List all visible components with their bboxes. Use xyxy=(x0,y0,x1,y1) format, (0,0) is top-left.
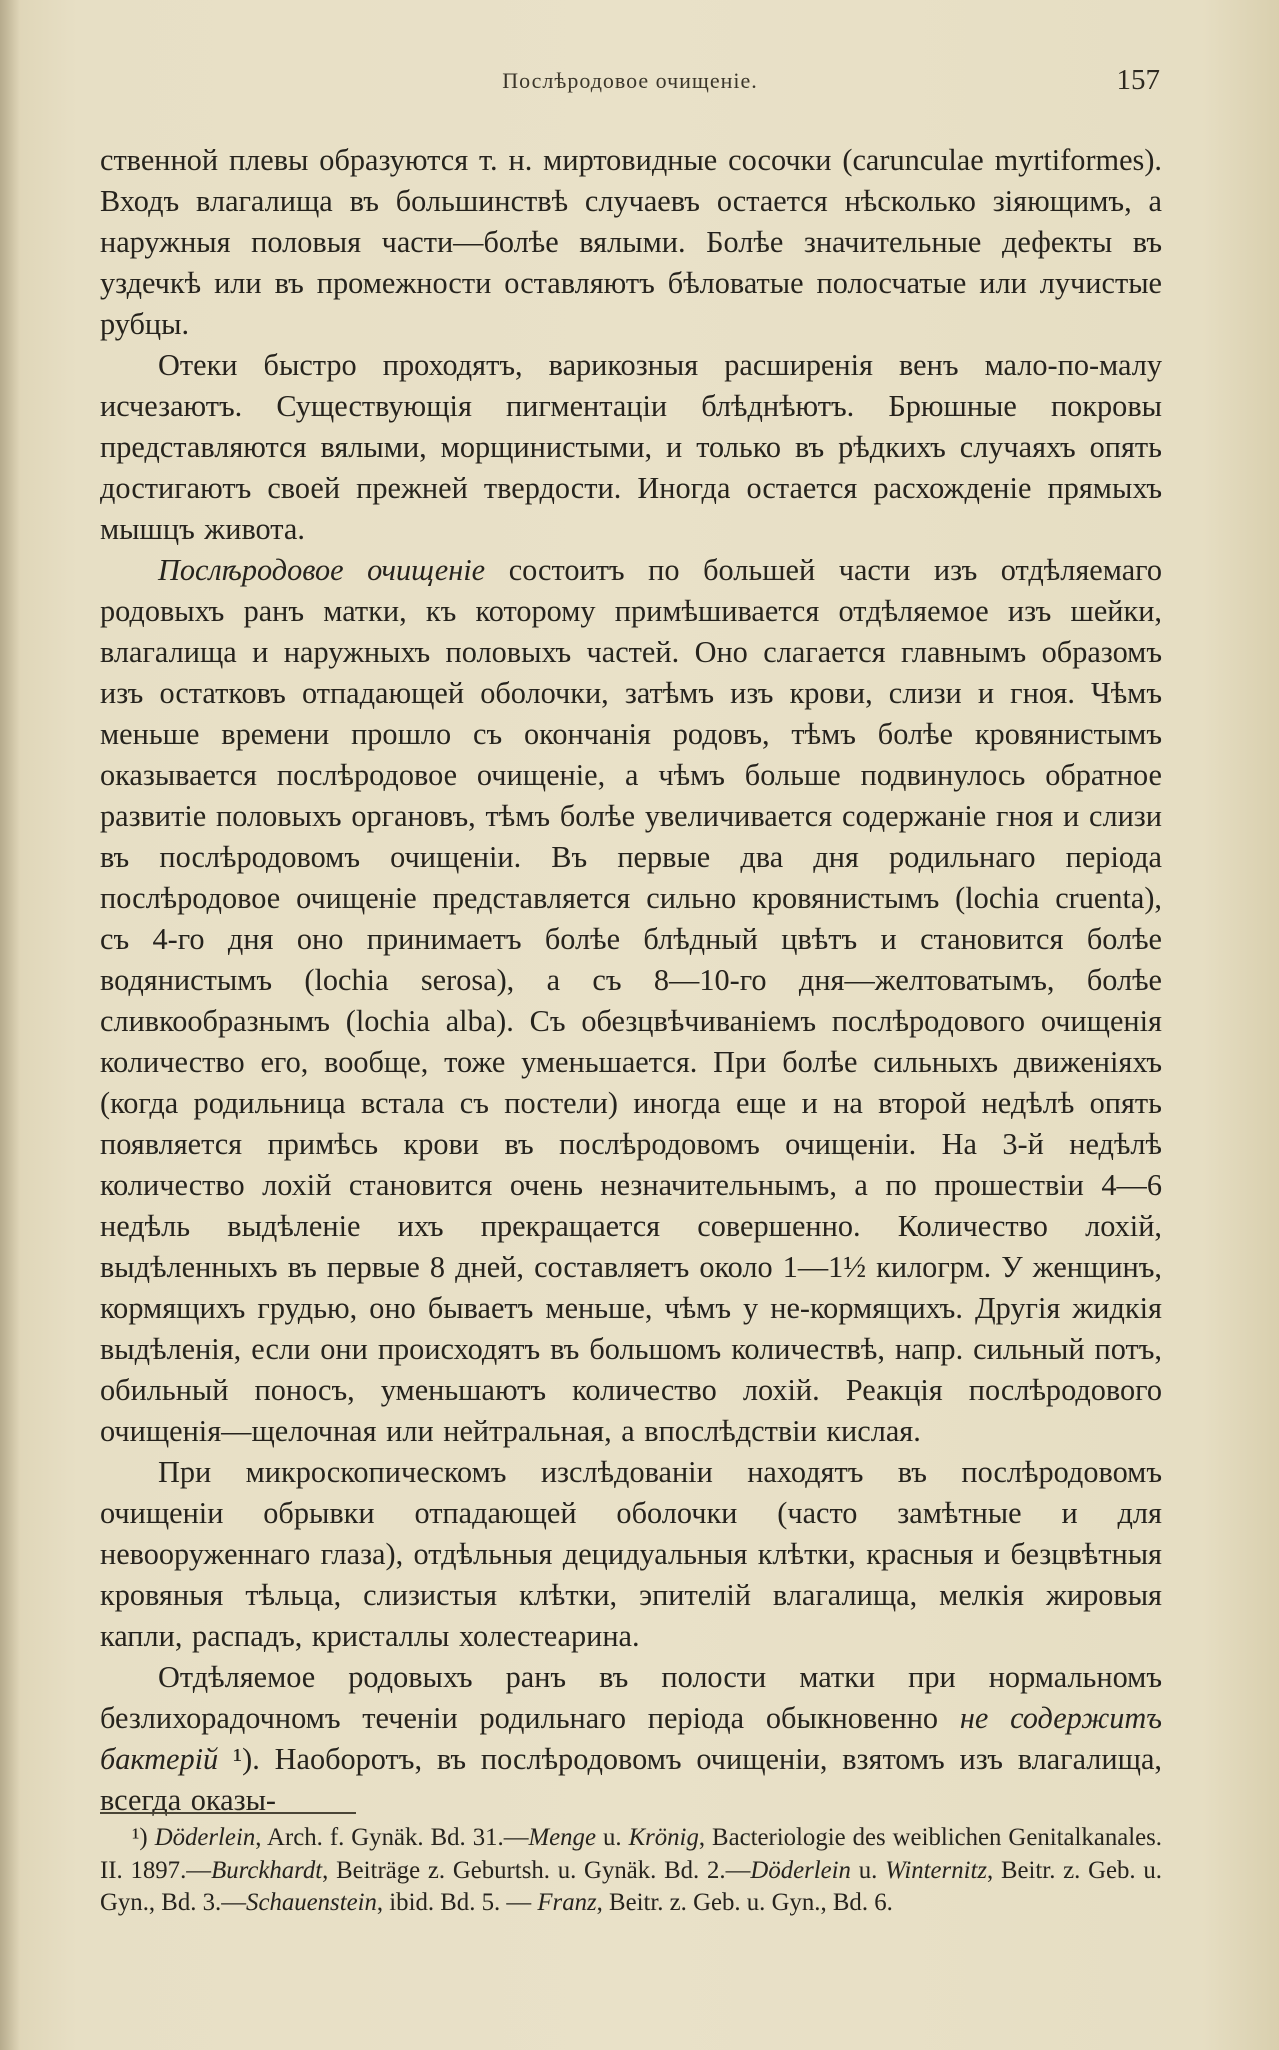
paragraph xyxy=(100,1657,1162,1821)
italic-text-segment: не содержитъ бактерій xyxy=(100,1701,1163,1776)
italic-text-segment: Winternitz xyxy=(885,1856,988,1884)
text-segment: Отеки быстро проходятъ, варикозныя расширенія венъ мало-по-малу исчезаютъ. Существующія пигментаціи блѣднѣютъ. Брюшные покровы представляются вялыми, морщинистыми, и только въ рѣдкихъ случаяхъ опять достигаютъ своей прежней твердости. Иногда остается расхожденіе прямыхъ мышцъ живота. xyxy=(100,348,1162,546)
text-segment: , Arch. f. Gynäk. Bd. 31.— xyxy=(255,1824,529,1851)
italic-text-segment: Burckhardt xyxy=(211,1856,323,1884)
text-segment: состоитъ по большей части изъ отдѣляемаго родовыхъ ранъ матки, къ которому примѣшивается отдѣляемое изъ шейки, влагалища и наружныхъ половыхъ частей. Оно слагается главнымъ образомъ изъ остатковъ отпадающей оболочки, затѣмъ изъ крови, слизи и гноя. Чѣмъ меньше времени прошло съ окончанія родовъ, тѣмъ болѣе кровянистымъ оказывается послѣродовое очищеніе, а чѣмъ больше подвинулось обратное развитіе половыхъ органовъ, тѣмъ болѣе увеличивается содержаніе гноя и слизи въ послѣродовомъ очищеніи. Въ первые два дня родильнаго періода послѣродовое очищеніе представляется сильно кровянистымъ (lochia cruenta), съ 4-го дня оно принимаетъ болѣе блѣдный цвѣтъ и становится болѣе водянистымъ (lochia serosa), а съ 8—10-го дня—желтоватымъ, болѣе сливкообразнымъ (lochia alba). Съ обезцвѣчиваніемъ послѣродового очищенія количество его, вообще, тоже уменьшается. При болѣе сильныхъ движеніяхъ (когда родильница встала съ постели) иногда еще и на второй недѣлѣ опять появляется примѣсь крови въ послѣродовомъ очищеніи. На 3-й недѣлѣ количество лохій становится очень незначительнымъ, а по прошествіи 4—6 недѣль выдѣленіе ихъ прекращается совершенно. Количество лохій, выдѣленныхъ въ первые 8 дней, составляетъ около 1—1½ килогрм. У женщинъ, кормящихъ грудью, оно бываетъ меньше, чѣмъ у не-кормящихъ. Другія жидкія выдѣленія, если они происходятъ въ большомъ количествѣ, напр. сильный потъ, обильный поносъ, уменьшаютъ количество лохій. Реакція послѣродового очищенія—щелочная или нейтральная, а впослѣдствіи кислая. xyxy=(100,553,1162,1448)
text-segment: , ibid. Bd. 5. — xyxy=(376,1889,538,1916)
footnote-divider xyxy=(100,1812,356,1814)
text-segment: ¹) xyxy=(132,1824,155,1851)
body-text xyxy=(100,140,1162,1821)
text-segment: , Beitr. z. Geb. u. Gyn., Bd. 6. xyxy=(596,1889,893,1916)
text-segment: , Bacteriologie des weiblichen Genitalkanales. II. 1897.— xyxy=(100,1824,1162,1884)
page-number: 157 xyxy=(1116,64,1160,96)
text-segment: ¹). Наоборотъ, въ послѣродовомъ очищеніи, взятомъ изъ влагалища, всегда оказы- xyxy=(100,1742,1162,1817)
paragraph xyxy=(100,1452,1162,1657)
running-title: Послѣродовое очищеніе. xyxy=(502,68,758,93)
text-segment: ственной плевы образуются т. н. миртовидные сосочки (carunculae myrtiformes). Входъ влагалища въ большинствѣ случаевъ остается нѣсколько зіяющимъ, а наружныя половыя части—болѣе вялыми. Болѣе значительные дефекты въ уздечкѣ или въ промежности оставляютъ бѣловатые полосчатые или лучистые рубцы. xyxy=(100,143,1162,341)
italic-text-segment: Döderlein xyxy=(750,1856,851,1884)
paragraph xyxy=(100,345,1162,550)
italic-text-segment: Döderlein xyxy=(154,1824,256,1851)
page-header xyxy=(100,64,1160,108)
footnotes xyxy=(100,1822,1162,1920)
page-spine-shadow xyxy=(0,0,20,2050)
paragraph xyxy=(100,140,1162,345)
italic-text-segment: Franz xyxy=(537,1889,597,1916)
text-segment: , Beitr. z. Geb. u. Gyn., Bd. 3.— xyxy=(100,1856,1162,1916)
italic-text-segment: Menge xyxy=(528,1824,596,1851)
paragraph xyxy=(100,550,1162,1452)
text-segment: , Beiträge z. Geburtsh. u. Gynäk. Bd. 2.— xyxy=(322,1856,751,1884)
text-segment: u. xyxy=(595,1824,629,1851)
italic-text-segment: Krönig xyxy=(628,1824,699,1851)
text-segment: u. xyxy=(850,1856,886,1884)
italic-text-segment: Послѣродовое очищеніе xyxy=(158,553,486,587)
footnote xyxy=(100,1822,1162,1920)
text-segment: При микроскопическомъ изслѣдованіи находятъ въ послѣродовомъ очищеніи обрывки отпадающей оболочки (часто замѣтные и для невооруженнаго глаза), отдѣльныя децидуальныя клѣтки, красныя и безцвѣтныя кровяныя тѣльца, слизистыя клѣтки, эпителій влагалища, мелкія жировыя капли, распадъ, кристаллы холестеарина. xyxy=(100,1455,1162,1653)
italic-text-segment: Schauenstein xyxy=(246,1889,377,1916)
text-segment: Отдѣляемое родовыхъ ранъ въ полости матки при нормальномъ безлихорадочномъ теченіи родильнаго періода обыкновенно xyxy=(100,1660,1162,1735)
